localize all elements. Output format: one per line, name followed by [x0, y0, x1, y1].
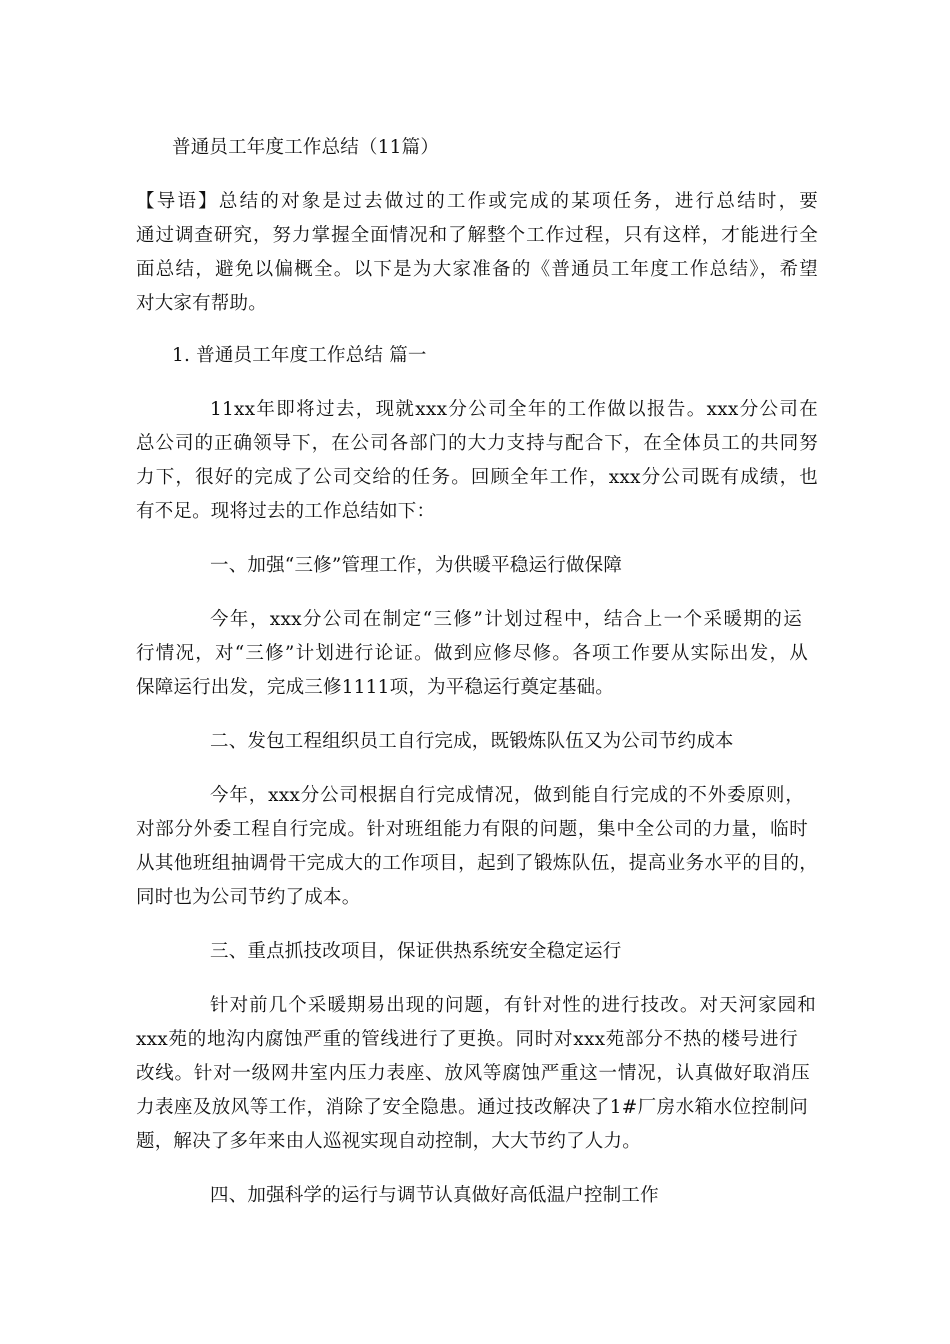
para1-line-4: 有不足。现将过去的工作总结如下： [136, 501, 436, 522]
para1-line-2: 总公司的正确领导下，在公司各部门的大力支持与配合下，在全体员工的共同努 [136, 433, 818, 454]
para4-line-4: 力表座及放风等工作，消除了安全隐患。通过技改解决了1#厂房水箱水位控制问 [136, 1097, 808, 1118]
para3-line-3: 从其他班组抽调骨干完成大的工作项目，起到了锻炼队伍，提高业务水平的目的， [136, 853, 818, 874]
heading-b: 二、发包工程组织员工自行完成，既锻炼队伍又为公司节约成本 [210, 731, 734, 752]
heading-a: 一、加强“三修”管理工作，为供暖平稳运行做保障 [210, 555, 623, 576]
para3-line-2: 对部分外委工程自行完成。针对班组能力有限的问题，集中全公司的力量，临时 [136, 819, 808, 840]
intro-line-4: 对大家有帮助。 [136, 293, 267, 314]
para4-line-5: 题，解决了多年来由人巡视实现自动控制，大大节约了人力。 [136, 1131, 641, 1152]
section-heading-1: 1. 普通员工年度工作总结 篇一 [172, 345, 427, 366]
para4-line-3: 改线。针对一级网井室内压力表座、放风等腐蚀严重这一情况，认真做好取消压 [136, 1063, 810, 1084]
intro-line-3: 面总结，避免以偏概全。以下是为大家准备的《普通员工年度工作总结》，希望 [136, 259, 818, 280]
para4-line-1: 针对前几个采暖期易出现的问题，有针对性的进行技改。对天河家园和 [210, 995, 816, 1016]
para2-line-3: 保障运行出发，完成三修1111项，为平稳运行奠定基础。 [136, 677, 614, 698]
para2-line-1: 今年，xxx分公司在制定“三修”计划过程中，结合上一个采暖期的运 [210, 609, 802, 630]
para3-line-1: 今年，xxx分公司根据自行完成情况，做到能自行完成的不外委原则， [210, 785, 804, 806]
para2-line-2: 行情况，对“三修”计划进行论证。做到应修尽修。各项工作要从实际出发，从 [136, 643, 808, 664]
intro-line-1: 【导语】总结的对象是过去做过的工作或完成的某项任务，进行总结时，要 [136, 191, 818, 212]
para4-line-2: xxx苑的地沟内腐蚀严重的管线进行了更换。同时对xxx苑部分不热的楼号进行 [136, 1029, 798, 1050]
heading-c: 三、重点抓技改项目，保证供热系统安全稳定运行 [210, 941, 622, 962]
para1-line-1: 11xx年即将过去，现就xxx分公司全年的工作做以报告。xxx分公司在 [210, 399, 818, 420]
document-title: 普通员工年度工作总结（11篇） [172, 137, 440, 158]
heading-d: 四、加强科学的运行与调节认真做好高低温户控制工作 [210, 1185, 659, 1206]
intro-line-2: 通过调查研究，努力掌握全面情况和了解整个工作过程，只有这样，才能进行全 [136, 225, 818, 246]
para3-line-4: 同时也为公司节约了成本。 [136, 887, 361, 908]
para1-line-3: 力下，很好的完成了公司交给的任务。回顾全年工作，xxx分公司既有成绩，也 [136, 467, 818, 488]
